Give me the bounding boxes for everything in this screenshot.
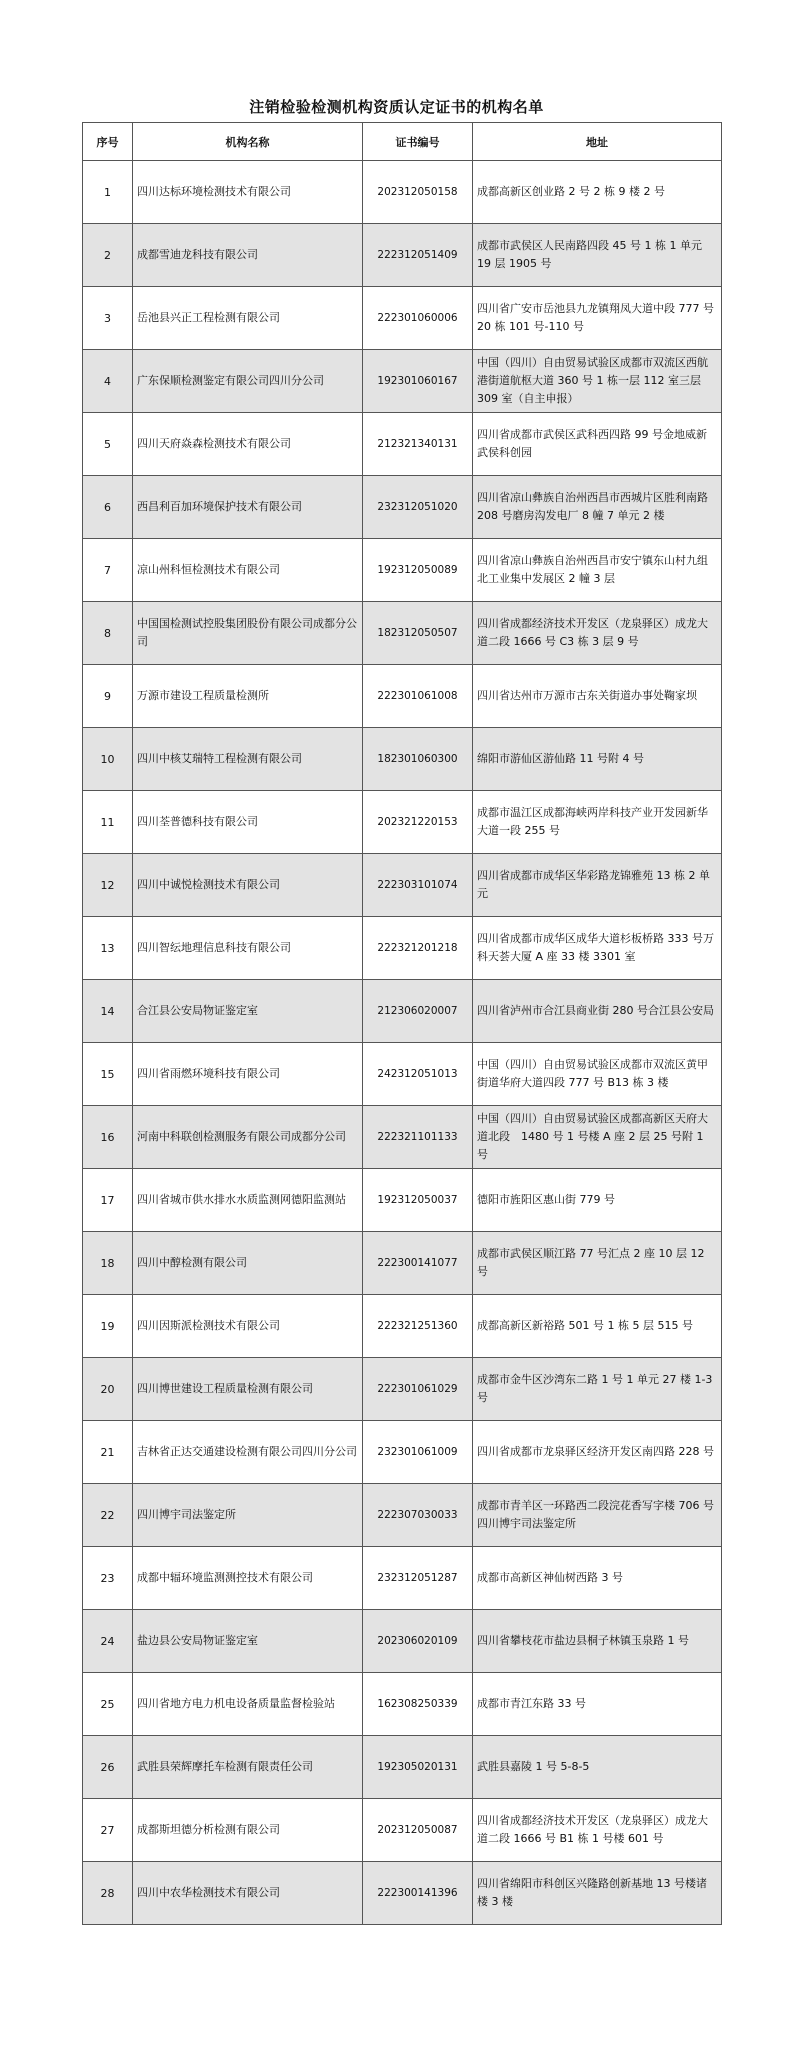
- cell-no: 15: [83, 1043, 133, 1106]
- cell-name: 广东保顺检测鉴定有限公司四川分公司: [133, 350, 363, 413]
- header-name: 机构名称: [133, 123, 363, 161]
- cell-address: 成都市武侯区人民南路四段 45 号 1 栋 1 单元 19 层 1905 号: [473, 224, 722, 287]
- cell-no: 9: [83, 665, 133, 728]
- cell-name: 凉山州科恒检测技术有限公司: [133, 539, 363, 602]
- cell-name: 四川天府焱森检测技术有限公司: [133, 413, 363, 476]
- cell-no: 20: [83, 1358, 133, 1421]
- cell-address: 四川省达州市万源市古东关街道办事处鞠家坝: [473, 665, 722, 728]
- table-row: [83, 539, 722, 602]
- cell-cert: 192312050089: [363, 539, 473, 602]
- table-row: [83, 854, 722, 917]
- cell-name: 武胜县荣辉摩托车检测有限责任公司: [133, 1736, 363, 1799]
- cell-no: 23: [83, 1547, 133, 1610]
- cell-no: 7: [83, 539, 133, 602]
- cell-cert: 222301061008: [363, 665, 473, 728]
- cell-name: 四川中醇检测有限公司: [133, 1232, 363, 1295]
- table-row: [83, 287, 722, 350]
- cell-no: 5: [83, 413, 133, 476]
- cell-address: 四川省成都经济技术开发区（龙泉驿区）成龙大道二段 1666 号 C3 栋 3 层 9 号: [473, 602, 722, 665]
- cell-no: 10: [83, 728, 133, 791]
- cell-name: 四川省雨燃环境科技有限公司: [133, 1043, 363, 1106]
- table-row: [83, 350, 722, 413]
- cell-no: 27: [83, 1799, 133, 1862]
- cell-address: 四川省广安市岳池县九龙镇翔凤大道中段 777 号 20 栋 101 号-110 号: [473, 287, 722, 350]
- table-row: [83, 980, 722, 1043]
- cell-name: 岳池县兴正工程检测有限公司: [133, 287, 363, 350]
- table-row: [83, 413, 722, 476]
- header-no: 序号: [83, 123, 133, 161]
- cell-address: 武胜县嘉陵 1 号 5-8-5: [473, 1736, 722, 1799]
- cell-address: 四川省凉山彝族自治州西昌市西城片区胜利南路 208 号磨房沟发电厂 8 幢 7 单元 2 楼: [473, 476, 722, 539]
- table-row: [83, 224, 722, 287]
- cell-address: 成都市武侯区顺江路 77 号汇点 2 座 10 层 12 号: [473, 1232, 722, 1295]
- table-row: [83, 728, 722, 791]
- cell-no: 26: [83, 1736, 133, 1799]
- cell-no: 17: [83, 1169, 133, 1232]
- cell-name: 河南中科联创检测服务有限公司成都分公司: [133, 1106, 363, 1169]
- cell-cert: 202312050087: [363, 1799, 473, 1862]
- table-row: [83, 1862, 722, 1925]
- cell-address: 四川省成都市成华区成华大道杉板桥路 333 号万科天荟大厦 A 座 33 楼 3301 室: [473, 917, 722, 980]
- table-body: [83, 161, 722, 1925]
- cell-address: 四川省绵阳市科创区兴隆路创新基地 13 号楼诸楼 3 楼: [473, 1862, 722, 1925]
- cell-address: 中国（四川）自由贸易试验区成都市双流区西航港街道航枢大道 360 号 1 栋一层 112 室三层 309 室（自主申报）: [473, 350, 722, 413]
- table-row: [83, 1484, 722, 1547]
- cell-no: 16: [83, 1106, 133, 1169]
- cell-no: 3: [83, 287, 133, 350]
- table-row: [83, 665, 722, 728]
- cell-no: 22: [83, 1484, 133, 1547]
- cell-address: 成都高新区创业路 2 号 2 栋 9 楼 2 号: [473, 161, 722, 224]
- cell-name: 四川智纭地理信息科技有限公司: [133, 917, 363, 980]
- cell-cert: 182301060300: [363, 728, 473, 791]
- cell-no: 11: [83, 791, 133, 854]
- cell-address: 成都市高新区神仙树西路 3 号: [473, 1547, 722, 1610]
- cell-cert: 242312051013: [363, 1043, 473, 1106]
- cell-no: 4: [83, 350, 133, 413]
- cell-address: 成都市青江东路 33 号: [473, 1673, 722, 1736]
- cell-cert: 222301061029: [363, 1358, 473, 1421]
- table-row: [83, 1295, 722, 1358]
- cell-address: 绵阳市游仙区游仙路 11 号附 4 号: [473, 728, 722, 791]
- cell-no: 19: [83, 1295, 133, 1358]
- cell-name: 四川中诚悦检测技术有限公司: [133, 854, 363, 917]
- cell-address: 四川省泸州市合江县商业街 280 号合江县公安局: [473, 980, 722, 1043]
- cell-cert: 222303101074: [363, 854, 473, 917]
- table-row: [83, 1421, 722, 1484]
- cell-cert: 222312051409: [363, 224, 473, 287]
- cell-cert: 222321201218: [363, 917, 473, 980]
- table-row: [83, 1610, 722, 1673]
- cell-address: 中国（四川）自由贸易试验区成都市双流区黄甲街道华府大道四段 777 号 B13 栋 3 楼: [473, 1043, 722, 1106]
- cell-no: 28: [83, 1862, 133, 1925]
- cell-address: 四川省攀枝花市盐边县桐子林镇玉泉路 1 号: [473, 1610, 722, 1673]
- table-row: [83, 1232, 722, 1295]
- header-address: 地址: [473, 123, 722, 161]
- cell-name: 中国国检测试控股集团股份有限公司成都分公司: [133, 602, 363, 665]
- table-row: [83, 791, 722, 854]
- cell-address: 四川省成都经济技术开发区（龙泉驿区）成龙大道二段 1666 号 B1 栋 1 号楼 601 号: [473, 1799, 722, 1862]
- cell-name: 四川因斯派检测技术有限公司: [133, 1295, 363, 1358]
- cell-name: 四川省城市供水排水水质监测网德阳监测站: [133, 1169, 363, 1232]
- cell-cert: 182312050507: [363, 602, 473, 665]
- cell-name: 成都斯坦德分析检测有限公司: [133, 1799, 363, 1862]
- cell-cert: 222307030033: [363, 1484, 473, 1547]
- cell-name: 成都雪迪龙科技有限公司: [133, 224, 363, 287]
- cell-name: 四川博宇司法鉴定所: [133, 1484, 363, 1547]
- cell-no: 18: [83, 1232, 133, 1295]
- cell-no: 21: [83, 1421, 133, 1484]
- cell-name: 成都中辐环境监测测控技术有限公司: [133, 1547, 363, 1610]
- table-row: [83, 1673, 722, 1736]
- cell-cert: 202321220153: [363, 791, 473, 854]
- table-row: [83, 1043, 722, 1106]
- cell-cert: 232312051287: [363, 1547, 473, 1610]
- cell-name: 四川中农华检测技术有限公司: [133, 1862, 363, 1925]
- cell-address: 四川省成都市武侯区武科西四路 99 号金地威新武侯科创园: [473, 413, 722, 476]
- cell-no: 13: [83, 917, 133, 980]
- cell-cert: 222321101133: [363, 1106, 473, 1169]
- cell-cert: 222300141396: [363, 1862, 473, 1925]
- cell-no: 24: [83, 1610, 133, 1673]
- table-row: [83, 1547, 722, 1610]
- cell-cert: 222300141077: [363, 1232, 473, 1295]
- table-row: [83, 1799, 722, 1862]
- cell-name: 吉林省正达交通建设检测有限公司四川分公司: [133, 1421, 363, 1484]
- cell-name: 四川荃普德科技有限公司: [133, 791, 363, 854]
- table-header-row: [83, 123, 722, 161]
- cell-cert: 232301061009: [363, 1421, 473, 1484]
- cell-no: 6: [83, 476, 133, 539]
- cell-name: 合江县公安局物证鉴定室: [133, 980, 363, 1043]
- cell-address: 四川省成都市龙泉驿区经济开发区南四路 228 号: [473, 1421, 722, 1484]
- cell-name: 盐边县公安局物证鉴定室: [133, 1610, 363, 1673]
- cell-address: 德阳市旌阳区惠山街 779 号: [473, 1169, 722, 1232]
- table-row: [83, 1736, 722, 1799]
- cell-address: 成都市温江区成都海峡两岸科技产业开发园新华大道一段 255 号: [473, 791, 722, 854]
- cell-no: 1: [83, 161, 133, 224]
- cell-address: 成都市青羊区一环路西二段浣花香写字楼 706 号四川博宇司法鉴定所: [473, 1484, 722, 1547]
- cell-no: 25: [83, 1673, 133, 1736]
- document-title: 注销检验检测机构资质认定证书的机构名单: [249, 98, 544, 116]
- cell-cert: 162308250339: [363, 1673, 473, 1736]
- table-row: [83, 602, 722, 665]
- table-row: [83, 1169, 722, 1232]
- cell-address: 成都高新区新裕路 501 号 1 栋 5 层 515 号: [473, 1295, 722, 1358]
- cell-cert: 192301060167: [363, 350, 473, 413]
- cell-name: 四川省地方电力机电设备质量监督检验站: [133, 1673, 363, 1736]
- table-row: [83, 917, 722, 980]
- cell-cert: 232312051020: [363, 476, 473, 539]
- cell-cert: 212306020007: [363, 980, 473, 1043]
- institution-table: [82, 122, 722, 1925]
- cell-no: 2: [83, 224, 133, 287]
- header-cert: 证书编号: [363, 123, 473, 161]
- table-row: [83, 1358, 722, 1421]
- cell-name: 西昌利百加环境保护技术有限公司: [133, 476, 363, 539]
- cell-cert: 202306020109: [363, 1610, 473, 1673]
- cell-cert: 202312050158: [363, 161, 473, 224]
- cell-name: 四川中核艾瑞特工程检测有限公司: [133, 728, 363, 791]
- cell-name: 四川博世建设工程质量检测有限公司: [133, 1358, 363, 1421]
- cell-cert: 192305020131: [363, 1736, 473, 1799]
- table-row: [83, 1106, 722, 1169]
- cell-no: 12: [83, 854, 133, 917]
- cell-address: 四川省凉山彝族自治州西昌市安宁镇东山村九组北工业集中发展区 2 幢 3 层: [473, 539, 722, 602]
- cell-address: 成都市金牛区沙湾东二路 1 号 1 单元 27 楼 1-3 号: [473, 1358, 722, 1421]
- cell-address: 中国（四川）自由贸易试验区成都高新区天府大道北段 1480 号 1 号楼 A 座 2 层 25 号附 1 号: [473, 1106, 722, 1169]
- cell-name: 四川达标环境检测技术有限公司: [133, 161, 363, 224]
- cell-cert: 212321340131: [363, 413, 473, 476]
- cell-address: 四川省成都市成华区华彩路龙锦雅苑 13 栋 2 单元: [473, 854, 722, 917]
- cell-name: 万源市建设工程质量检测所: [133, 665, 363, 728]
- cell-cert: 222321251360: [363, 1295, 473, 1358]
- table-row: [83, 161, 722, 224]
- cell-no: 14: [83, 980, 133, 1043]
- cell-no: 8: [83, 602, 133, 665]
- cell-cert: 192312050037: [363, 1169, 473, 1232]
- cell-cert: 222301060006: [363, 287, 473, 350]
- table-row: [83, 476, 722, 539]
